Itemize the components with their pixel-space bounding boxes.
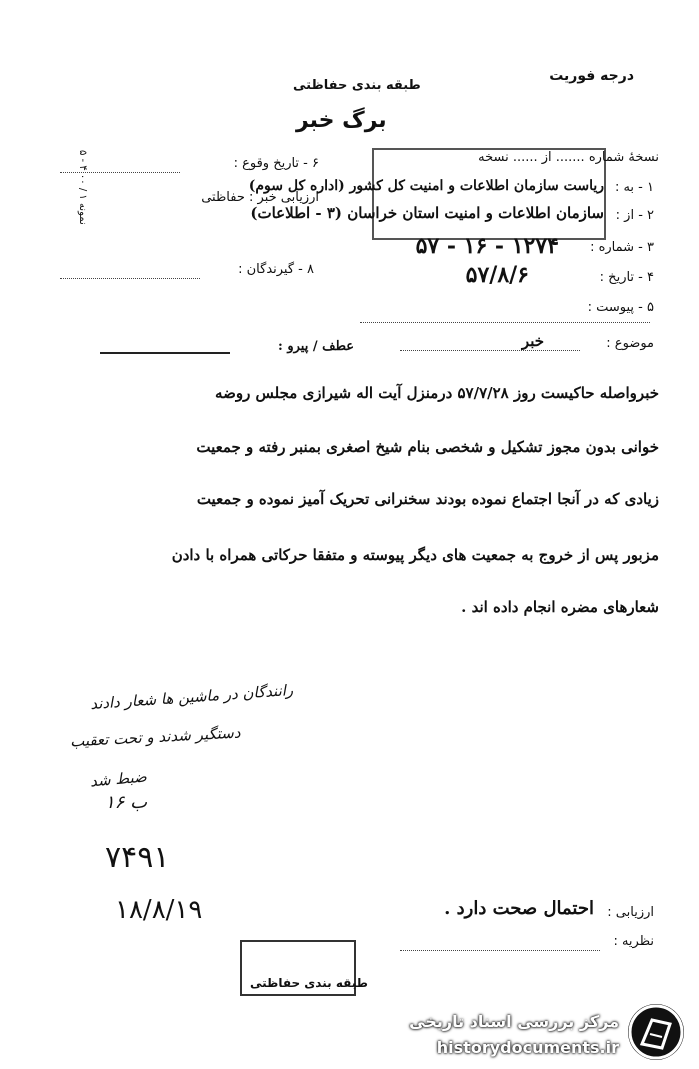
evaluation-value: احتمال صحت دارد . bbox=[444, 898, 594, 919]
opinion-line bbox=[400, 950, 600, 951]
classification-bottom: طبقه بندی حفاظتی bbox=[250, 976, 368, 990]
recipients-line bbox=[60, 278, 200, 279]
watermark-logo bbox=[628, 1004, 684, 1060]
attachment-label: ۵ - پیوست : bbox=[587, 300, 654, 315]
event-date-line bbox=[60, 172, 180, 173]
watermark-url: historydocuments.ir bbox=[436, 1038, 619, 1057]
to-value: ریاست سازمان اطلاعات و امنیت کل کشور (اداره کل سوم) bbox=[248, 178, 604, 194]
to-label: ۱ - به : bbox=[614, 180, 654, 195]
urgency-label: درجه فوریت bbox=[549, 68, 634, 84]
handwritten-scribble: ب ۱۶ bbox=[105, 792, 148, 813]
document-icon bbox=[628, 1004, 684, 1060]
body-line: خوانی بدون مجوز تشکیل و شخصی بنام شیخ اصغری بمنبر رفته و جمعیت bbox=[196, 438, 659, 456]
handwritten-note: رانندگان در ماشین ها شعار دادند bbox=[89, 680, 294, 714]
classification-top: طبقه بندی حفاظتی bbox=[293, 78, 421, 93]
handwritten-note: دستگیر شدند و تحت تعقیب bbox=[69, 723, 241, 751]
from-value: سازمان اطلاعات و امنیت استان خراسان (۳ - اطلاعات) bbox=[250, 204, 604, 222]
body-line: شعارهای مضره انجام داده اند . bbox=[461, 598, 659, 616]
event-date-label: ۶ - تاریخ وقوع : bbox=[233, 156, 319, 171]
ref-label: عطف / پیرو : bbox=[278, 339, 354, 354]
subject-line bbox=[400, 350, 580, 351]
date-value: ۵۷/۸/۶ bbox=[465, 262, 529, 288]
evaluation-label: ارزیابی : bbox=[607, 905, 654, 920]
copy-number: نسخهٔ شماره ....... از ...... نسخه bbox=[478, 150, 659, 165]
number-value: ۵۷ - ۱۶ - ۱۲۷۴ bbox=[415, 233, 559, 259]
body-line: مزبور پس از خروج به جمعیت های دیگر پیوسته و متفقا حرکاتی همراه با دادن bbox=[171, 546, 659, 564]
recipients-label: ۸ - گیرندگان : bbox=[238, 262, 314, 277]
body-line: زیادی که در آنجا اجتماع نموده بودند سخنرانی تحریک آمیز نموده و جمعیت bbox=[196, 490, 659, 508]
handwritten-note: ضبط شد bbox=[89, 767, 148, 791]
handwritten-date: ۱۸/۸/۱۹ bbox=[115, 895, 203, 925]
opinion-label: نظریه : bbox=[613, 934, 654, 949]
handwritten-number: ۷۴۹۱ bbox=[105, 840, 170, 875]
subject-label: موضوع : bbox=[606, 336, 654, 351]
ref-line bbox=[100, 352, 230, 354]
watermark-org: مرکز بررسی اسناد تاریخی bbox=[409, 1012, 619, 1031]
number-label: ۳ - شماره : bbox=[590, 240, 654, 255]
body-line: خبرواصله حاکیست روز ۵۷/۷/۲۸ درمنزل آیت اله شیرازی مجلس روضه bbox=[215, 384, 659, 402]
source-eval-label: ارزیابی خبر : حفاظتی bbox=[201, 190, 319, 205]
from-label: ۲ - از : bbox=[615, 208, 654, 223]
separator-line bbox=[360, 322, 650, 323]
subject-value: خبر bbox=[521, 332, 544, 350]
date-label: ۴ - تاریخ : bbox=[599, 270, 654, 285]
form-code: نمونه ۱ / ۰۰ ۴ - ۵ bbox=[77, 150, 88, 225]
form-title: برگ خبر bbox=[296, 108, 387, 133]
